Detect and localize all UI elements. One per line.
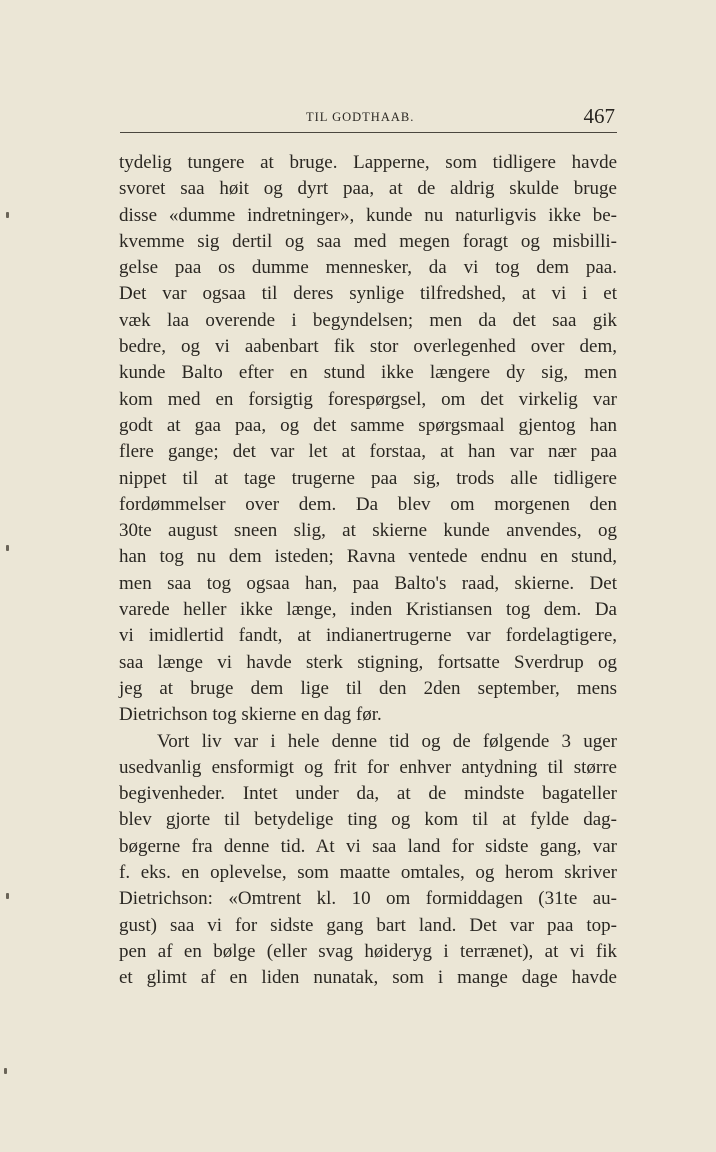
- text-line: bedre, og vi aabenbart fik stor overlegenhed over dem,: [119, 336, 617, 358]
- text-line: fordømmelser over dem. Da blev om morgenen den: [119, 493, 617, 515]
- paragraph: [119, 150, 617, 729]
- text-line: godt at gaa paa, og det samme spørgsmaal gjentog han: [119, 414, 617, 436]
- text-line: jeg at bruge dem lige til den 2den september, mens: [119, 677, 617, 699]
- page-header: [120, 104, 617, 133]
- text-line: kom med en forsigtig forespørgsel, om det virkelig var: [119, 388, 617, 410]
- text-line: kvemme sig dertil og saa med megen foragt og misbilli-: [119, 230, 617, 252]
- text-line: svoret saa høit og dyrt paa, at de aldrig skulde bruge: [119, 178, 617, 200]
- text-line: saa længe vi havde sterk stigning, fortsatte Sverdrup og: [119, 651, 617, 673]
- text-line: Dietrichson tog skierne en dag før.: [119, 704, 382, 726]
- text-line: kunde Balto efter en stund ikke længere dy sig, men: [119, 362, 617, 384]
- text-line: tydelig tungere at bruge. Lapperne, som tidligere havde: [119, 152, 617, 173]
- text-line: disse «dumme indretninger», kunde nu naturligvis ikke be-: [119, 204, 617, 226]
- text-line: blev gjorte til betydelige ting og kom til at fylde dag-: [119, 809, 617, 831]
- text-line: varede heller ikke længe, inden Kristiansen tog dem. Da: [119, 599, 617, 621]
- text-line: Dietrichson: «Omtrent kl. 10 om formiddagen (31te au-: [119, 888, 617, 910]
- text-line: et glimt af en liden nunatak, som i mange dage havde: [119, 967, 617, 989]
- margin-speck: [6, 893, 9, 899]
- text-line: men saa tog ogsaa han, paa Balto's raad, skierne. Det: [119, 572, 617, 594]
- text-line: pen af en bølge (eller svag høideryg i terrænet), at vi fik: [119, 940, 617, 962]
- text-line: nippet til at tage trugerne paa sig, trods alle tidligere: [119, 467, 617, 489]
- text-line: usedvanlig ensformigt og frit for enhver antydning til større: [119, 756, 617, 778]
- text-line: gust) saa vi for sidste gang bart land. Det var paa top-: [119, 914, 617, 936]
- text-line: Det var ogsaa til deres synlige tilfredshed, at vi i et: [119, 283, 617, 305]
- text-line: bøgerne fra denne tid. At vi saa land for sidste gang, var: [119, 835, 617, 857]
- text-line: begivenheder. Intet under da, at de mindste bagateller: [119, 783, 617, 805]
- text-line: Vort liv var i hele denne tid og de følgende 3 uger: [157, 730, 617, 752]
- body-text: [119, 150, 617, 992]
- text-line: flere gange; det var let at forstaa, at han var nær paa: [119, 441, 617, 463]
- text-line: vi imidlertid fandt, at indianertrugerne var fordelagtigere,: [119, 625, 617, 647]
- paragraph: [119, 729, 617, 992]
- text-line: f. eks. en oplevelse, som maatte omtales, og herom skriver: [119, 862, 617, 884]
- margin-speck: [4, 1068, 7, 1074]
- text-line: væk laa overende i begyndelsen; men da det saa gik: [119, 309, 617, 331]
- margin-speck: [6, 212, 9, 218]
- text-line: han tog nu dem isteden; Ravna ventede endnu en stund,: [119, 546, 617, 568]
- text-line: gelse paa os dumme mennesker, da vi tog dem paa.: [119, 257, 617, 279]
- running-title: TIL GODTHAAB.: [306, 110, 415, 124]
- text-line: 30te august sneen slig, at skierne kunde anvendes, og: [119, 520, 617, 542]
- page-number: 467: [583, 104, 615, 128]
- margin-speck: [6, 545, 9, 551]
